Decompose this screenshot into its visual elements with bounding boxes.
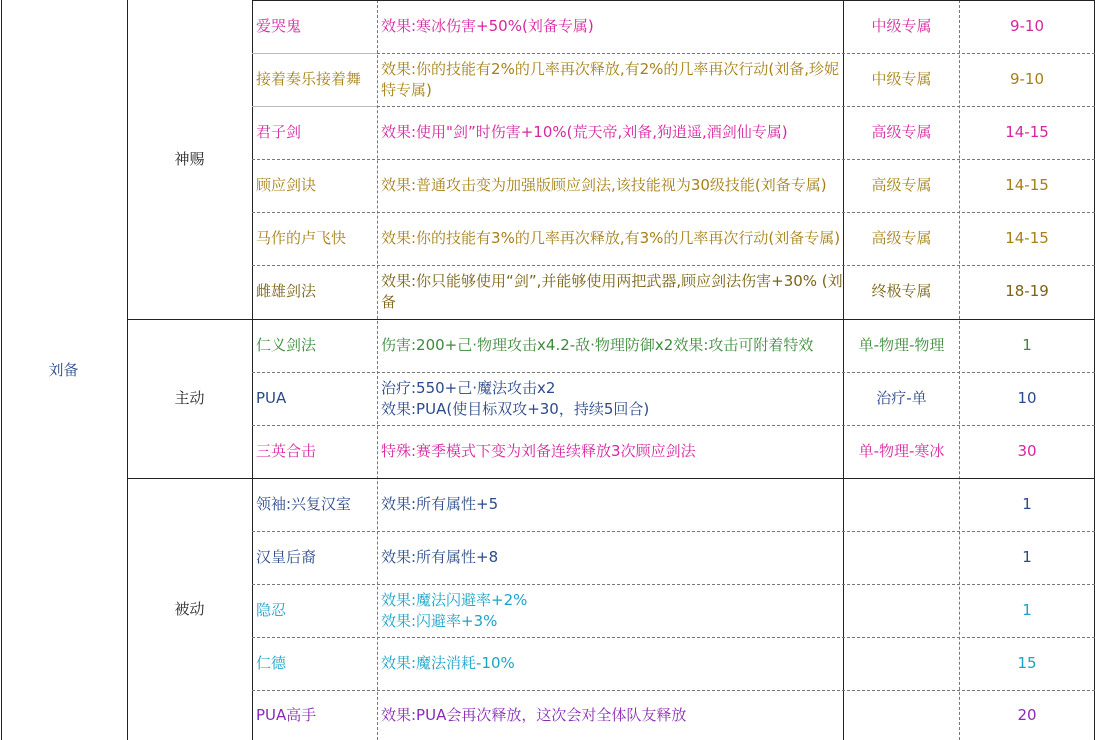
skill-name xyxy=(253,425,377,478)
skill-effect-text: 效果:你的技能有3%的几率再次释放,有3%的几率再次行动(刘备专属) xyxy=(381,229,841,247)
skill-name xyxy=(253,212,377,265)
grid-line xyxy=(252,0,253,740)
grid-line xyxy=(252,637,1095,638)
skill-effect xyxy=(378,425,843,478)
grid-line xyxy=(127,0,128,740)
skill-type-text: 中级专属 xyxy=(871,70,932,88)
skill-type xyxy=(844,584,959,637)
skill-effect-text: 效果:魔法闪避率+2% 效果:闪避率+3% xyxy=(381,590,528,630)
skill-effect xyxy=(378,372,843,425)
skill-level-text: 14-15 xyxy=(1005,176,1049,194)
grid-line xyxy=(252,690,1095,691)
skill-level xyxy=(960,531,1094,584)
skill-level-text: 9-10 xyxy=(1009,17,1045,35)
skill-effect-text: 治疗:550+己·魔法攻击x2 效果:PUA(使目标双攻+30，持续5回合) xyxy=(381,378,650,418)
skill-level-text: 10 xyxy=(1017,389,1037,407)
skill-level xyxy=(960,372,1094,425)
grid-line xyxy=(252,212,1095,213)
skill-level xyxy=(960,106,1094,159)
skill-level xyxy=(960,0,1094,53)
skill-effect-text: 伤害:200+己·物理攻击x4.2-敌·物理防御x2效果:攻击可附着特效 xyxy=(381,336,814,354)
skill-name xyxy=(253,372,377,425)
skill-effect-text: 效果:所有属性+8 xyxy=(381,548,499,566)
hero-name-cell xyxy=(0,0,127,740)
skill-level-text: 1 xyxy=(1022,548,1032,566)
skill-effect-text: 特殊:赛季模式下变为刘备连续释放3次顾应剑法 xyxy=(381,442,696,460)
skill-name-text: 马作的卢飞快 xyxy=(256,229,347,247)
skill-effect xyxy=(378,0,843,53)
skill-type xyxy=(844,212,959,265)
skill-type-text: 高级专属 xyxy=(871,229,932,247)
skill-type-text: 单-物理-物理 xyxy=(858,336,945,354)
skill-effect xyxy=(378,478,843,531)
skill-name-text: PUA xyxy=(256,389,287,407)
skill-name-text: 顾应剑诀 xyxy=(256,176,317,194)
skill-name-text: 隐忍 xyxy=(256,601,287,619)
skill-level xyxy=(960,319,1094,372)
grid-line xyxy=(252,425,1095,426)
skill-level xyxy=(960,690,1094,740)
skill-effect xyxy=(378,106,843,159)
skill-level xyxy=(960,53,1094,106)
skill-effect xyxy=(378,159,843,212)
skill-effect xyxy=(378,53,843,106)
skill-name-text: PUA高手 xyxy=(256,705,317,724)
skill-level xyxy=(960,637,1094,690)
skill-level-text: 1 xyxy=(1022,495,1032,513)
skill-effect-text: 效果:PUA会再次释放，这次会对全体队友释放 xyxy=(381,705,687,724)
skill-effect xyxy=(378,531,843,584)
skill-type xyxy=(844,478,959,531)
skill-type-text: 高级专属 xyxy=(871,123,932,141)
skill-type xyxy=(844,265,959,318)
skill-type xyxy=(844,319,959,372)
skill-name xyxy=(253,265,377,318)
skill-name-text: 雌雄剑法 xyxy=(256,282,317,300)
skill-type-text: 治疗-单 xyxy=(876,389,927,407)
hero-name: 刘备 xyxy=(48,360,79,379)
skill-effect xyxy=(378,212,843,265)
grid-line xyxy=(959,0,960,740)
skill-type-text: 终极专属 xyxy=(871,282,932,300)
skill-type xyxy=(844,425,959,478)
skill-level xyxy=(960,159,1094,212)
skill-name-text: 仁义剑法 xyxy=(256,336,317,354)
skill-effect-text: 效果:使用"剑”时伤害+10%(荒天帝,刘备,狗逍遥,酒剑仙专属) xyxy=(381,123,788,141)
skill-name-text: 汉皇后裔 xyxy=(256,548,317,566)
skill-level-text: 1 xyxy=(1022,336,1032,354)
skill-name xyxy=(253,690,377,740)
skill-level xyxy=(960,478,1094,531)
skill-level-text: 18-19 xyxy=(1005,282,1049,300)
grid-line xyxy=(252,106,377,107)
skill-type xyxy=(844,0,959,53)
skill-effect-text: 效果:所有属性+5 xyxy=(381,495,499,513)
skill-effect-text: 效果:魔法消耗-10% xyxy=(381,654,515,672)
grid-line xyxy=(252,531,1095,532)
grid-line xyxy=(843,0,844,740)
skill-type xyxy=(844,690,959,740)
skill-type xyxy=(844,637,959,690)
section-label-active: 主动 xyxy=(174,389,205,407)
skill-type-text: 高级专属 xyxy=(871,176,932,194)
skill-name-text: 君子剑 xyxy=(256,123,302,141)
grid-line xyxy=(377,0,378,740)
grid-line xyxy=(252,106,1095,107)
skill-effect xyxy=(378,690,843,740)
skill-name-text: 领袖:兴复汉室 xyxy=(256,495,352,513)
skill-level xyxy=(960,425,1094,478)
skill-type xyxy=(844,531,959,584)
skill-type xyxy=(844,53,959,106)
skill-type xyxy=(844,372,959,425)
skill-effect xyxy=(378,319,843,372)
skill-name-text: 三英合击 xyxy=(256,442,317,460)
skill-name-text: 接着奏乐接着舞 xyxy=(256,70,362,88)
section-label-passive: 被动 xyxy=(174,599,205,618)
skill-type xyxy=(844,159,959,212)
skill-effect-text: 效果:你的技能有2%的几率再次释放,有2%的几率再次行动(刘备,珍妮特专属) xyxy=(381,59,840,99)
grid-line xyxy=(1,0,2,740)
skill-effect xyxy=(378,637,843,690)
section-cell-passive xyxy=(127,478,252,740)
skill-effect xyxy=(378,584,843,637)
skill-level-text: 14-15 xyxy=(1005,229,1049,247)
skill-name xyxy=(253,531,377,584)
grid-line xyxy=(127,478,1095,479)
skill-effect-text: 效果:普通攻击变为加强版顾应剑法,该技能视为30级技能(刘备专属) xyxy=(381,176,827,194)
skill-name xyxy=(253,159,377,212)
skill-name xyxy=(253,319,377,372)
skill-level-text: 9-10 xyxy=(1009,70,1045,88)
skill-name xyxy=(253,0,377,53)
section-cell-shenci xyxy=(127,0,252,319)
skill-type-text: 中级专属 xyxy=(871,17,932,35)
skill-name xyxy=(253,53,377,106)
grid-line xyxy=(127,319,1095,320)
grid-line xyxy=(252,53,1095,54)
skill-level xyxy=(960,265,1094,318)
section-label-shenci: 神赐 xyxy=(174,150,205,168)
skill-level-text: 1 xyxy=(1022,601,1032,619)
grid-line xyxy=(252,0,1095,1)
skill-name xyxy=(253,106,377,159)
skill-name xyxy=(253,584,377,637)
skill-level-text: 15 xyxy=(1017,654,1037,672)
grid-line xyxy=(252,265,1095,266)
skill-effect xyxy=(378,265,843,318)
grid-line xyxy=(252,53,377,54)
grid-line xyxy=(252,372,1095,373)
skill-name xyxy=(253,637,377,690)
skill-level-text: 14-15 xyxy=(1005,123,1049,141)
skill-type-text: 单-物理-寒冰 xyxy=(858,442,945,460)
skill-level xyxy=(960,584,1094,637)
skill-type xyxy=(844,106,959,159)
skill-name-text: 爱哭鬼 xyxy=(256,17,302,35)
skill-level-text: 20 xyxy=(1017,705,1037,724)
grid-line xyxy=(252,584,1095,585)
grid-line xyxy=(252,159,1095,160)
skill-effect-text: 效果:你只能够使用“剑”,并能够使用两把武器,顾应剑法伤害+30% (刘备 xyxy=(381,271,843,311)
skill-name xyxy=(253,478,377,531)
skill-level-text: 30 xyxy=(1017,442,1037,460)
section-cell-active xyxy=(127,319,252,478)
skill-effect-text: 效果:寒冰伤害+50%(刘备专属) xyxy=(381,17,594,35)
skill-level xyxy=(960,212,1094,265)
skill-name-text: 仁德 xyxy=(256,654,287,672)
